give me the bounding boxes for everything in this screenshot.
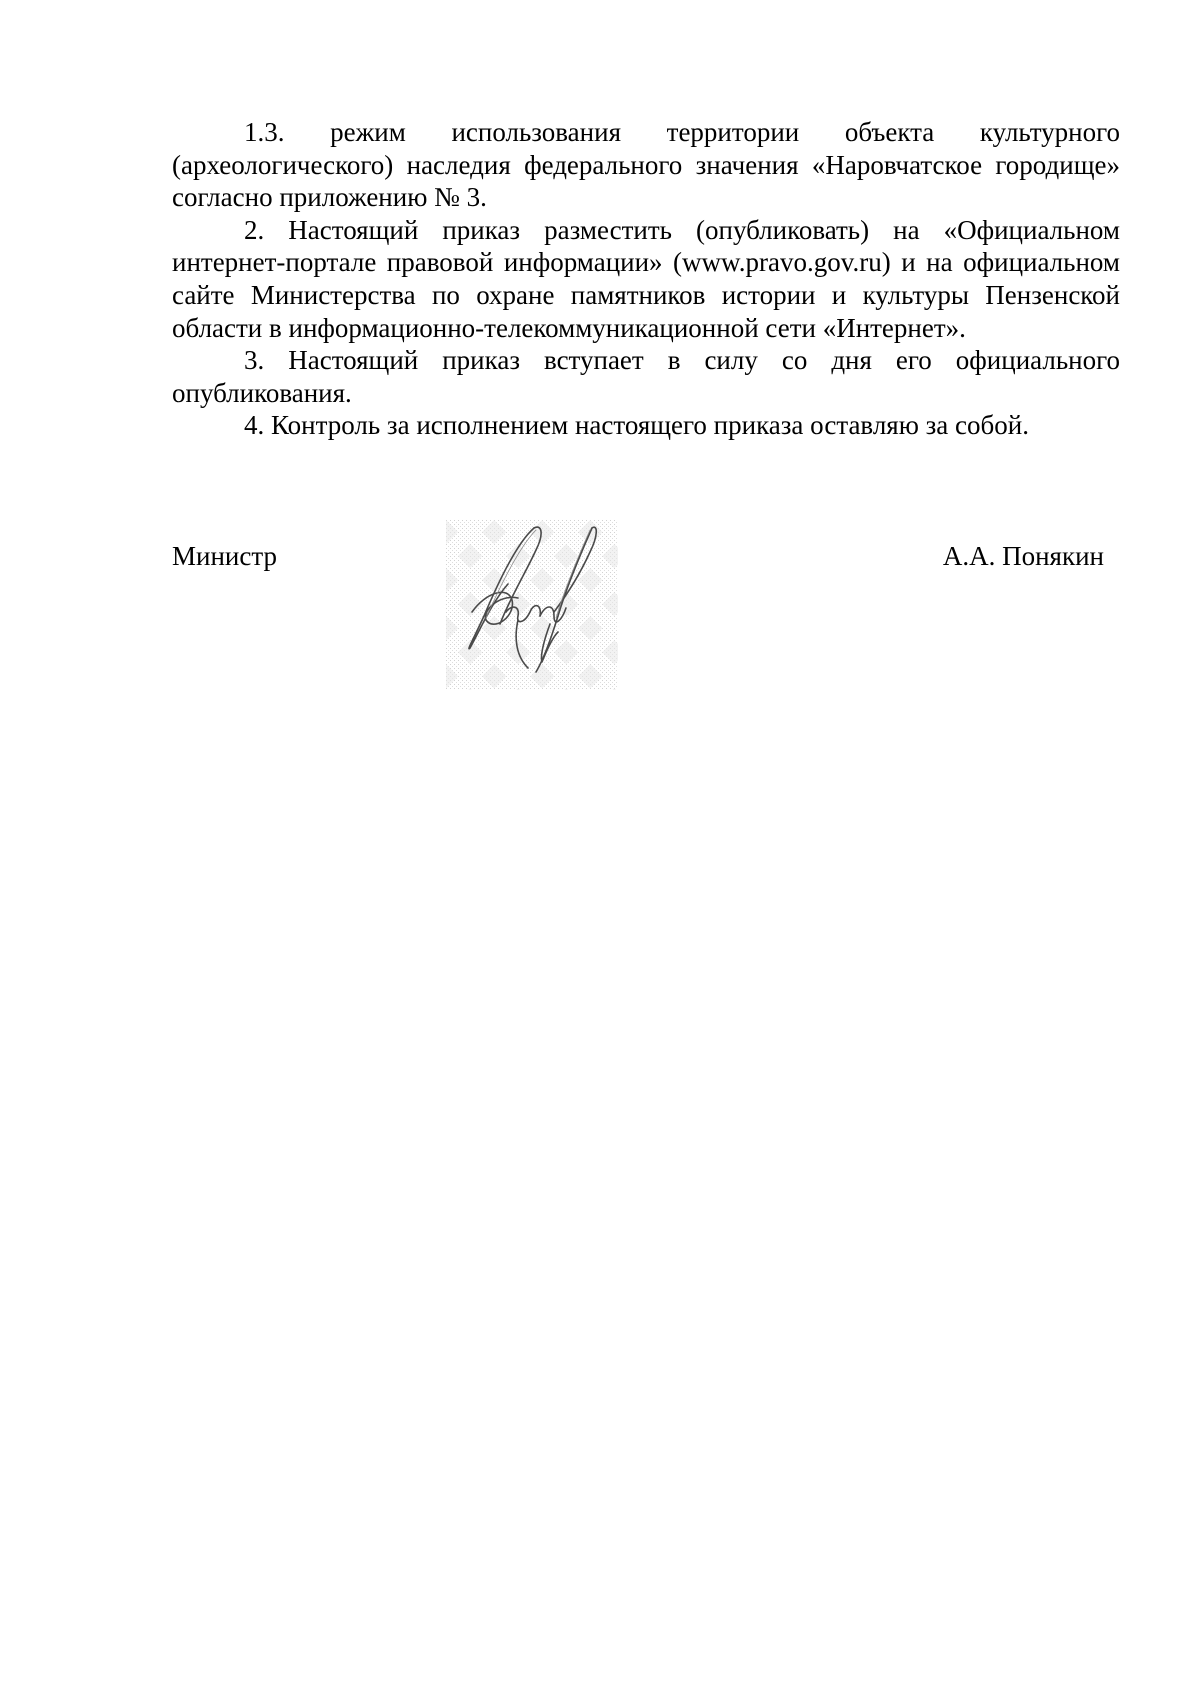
paragraph-4: 4. Контроль за исполнением настоящего приказа оставляю за собой.	[244, 410, 1029, 441]
document-body	[172, 116, 1120, 442]
signatory-name: А.А. Понякин	[942, 541, 1104, 571]
handwritten-signature-icon	[446, 520, 618, 690]
paragraph-3: 3. Настоящий приказ вступает в силу со дня его официального опубликования.	[172, 345, 1120, 408]
paragraph-2: 2. Настоящий приказ разместить (опубликовать) на «Официальном интернет-портале правовой информации» (www.pravo.gov.ru) и на официальном сайте Министерства по охране памятников истории и культуры Пензенской области в информационно-телекоммуникационной сети «Интернет».	[172, 214, 1120, 343]
signature-block	[172, 520, 1120, 710]
signatory-position: Министр	[172, 541, 277, 571]
paragraph-1-3: 1.3. режим использования территории объекта культурного (археологического) наследия федерального значения «Наровчатское городище» согласно приложению № 3.	[172, 117, 1120, 213]
